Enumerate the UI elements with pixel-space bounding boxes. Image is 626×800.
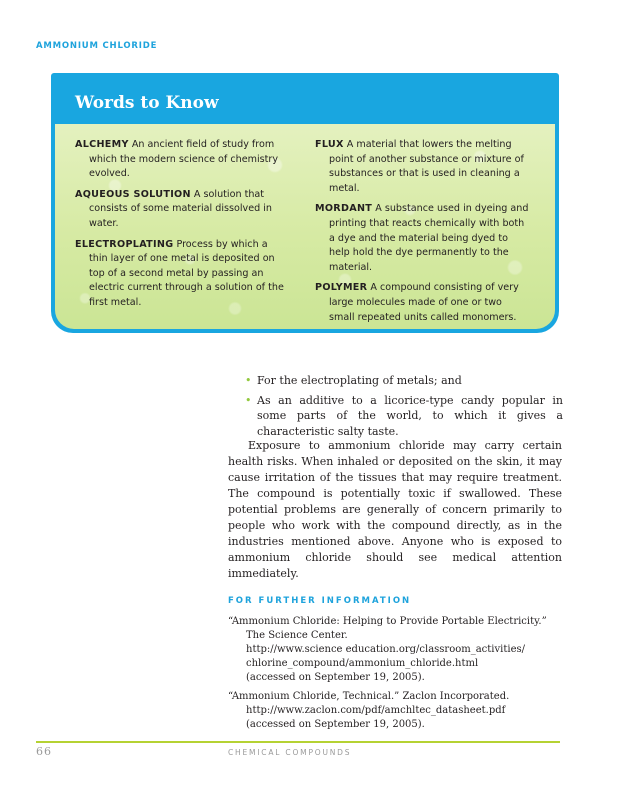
words-to-know-panel [55, 124, 555, 329]
reference-url[interactable]: http://www.zaclon.com/pdf/amchltec_datasheet.pdf [246, 705, 506, 716]
glossary-definition: A material that lowers the melting point of another substance or mixture of substances or that is used in cleaning a metal. [329, 139, 524, 194]
footer-book-title: CHEMICAL COMPOUNDS [228, 748, 352, 757]
glossary-term: FLUX [315, 139, 344, 150]
body-paragraph: Exposure to ammonium chloride may carry certain health risks. When inhaled or deposited on the skin, it may cause irritation of the tissues that may require treatment. The compound is potentially toxic if swallowed. These potential problems are generally of concern primarily to people who work with the compound directly, as in the industries mentioned above. Anyone who is exposed to ammonium chloride should see medical attention immediately. [228, 439, 562, 580]
words-to-know-title: Words to Know [75, 93, 219, 113]
glossary-term: AQUEOUS SOLUTION [75, 188, 191, 200]
bullet-list [245, 373, 563, 443]
bullet-icon: • [245, 393, 252, 407]
glossary-term: ALCHEMY [75, 139, 129, 150]
words-to-know-box [51, 73, 559, 333]
glossary-definition: Process by which a thin layer of one metal is deposited on top of a second metal by passing an electric current through a solution of the first metal. [89, 238, 284, 308]
glossary-column-left [75, 138, 289, 317]
glossary-entry [75, 188, 289, 232]
glossary-term: MORDANT [315, 203, 373, 215]
glossary-term: ELECTROPLATING [75, 238, 174, 250]
reference-url-continued[interactable]: chlorine_compound/ammonium_chloride.html [246, 658, 479, 669]
glossary-entry [75, 238, 289, 311]
glossary-entry [315, 138, 529, 196]
reference-entry [228, 615, 562, 685]
reference-accessed: (accessed on September 19, 2005). [246, 719, 425, 730]
glossary-definition: A solution that consists of some material dissolved in water. [89, 188, 273, 229]
glossary-definition: An ancient field of study from which the modern science of chemistry evolved. [89, 139, 278, 180]
glossary-column-right [315, 138, 529, 331]
glossary-definition: A compound consisting of very large molecules made of one or two small repeated units called monomers. [329, 282, 519, 323]
reference-list [228, 615, 562, 737]
reference-entry [228, 690, 562, 732]
list-item [245, 373, 563, 389]
list-item [245, 393, 563, 440]
reference-accessed: (accessed on September 19, 2005). [246, 672, 425, 683]
glossary-definition: A substance used in dyeing and printing that reacts chemically with both a dye and the material being dyed to help hold the dye permanently to the material. [329, 203, 529, 273]
page-number: 66 [36, 745, 52, 758]
reference-publisher: The Science Center. [246, 630, 348, 641]
list-item-text: As an additive to a licorice-type candy popular in some parts of the world, to which it gives a characteristic salty taste. [257, 393, 563, 438]
glossary-entry [315, 281, 529, 325]
list-item-text: For the electroplating of metals; and [257, 374, 462, 387]
reference-url[interactable]: http://www.science education.org/classroom_activities/ [246, 644, 525, 655]
bullet-icon: • [245, 374, 252, 387]
further-information-heading: FOR FURTHER INFORMATION [228, 596, 412, 606]
footer-rule [36, 741, 560, 743]
glossary-entry [75, 138, 289, 182]
reference-title: “Ammonium Chloride: Helping to Provide Portable Electricity.” [228, 616, 547, 627]
glossary-term: POLYMER [315, 282, 368, 294]
reference-title: “Ammonium Chloride, Technical.” Zaclon Incorporated. [228, 691, 510, 702]
running-head: AMMONIUM CHLORIDE [36, 41, 158, 51]
glossary-entry [315, 202, 529, 275]
